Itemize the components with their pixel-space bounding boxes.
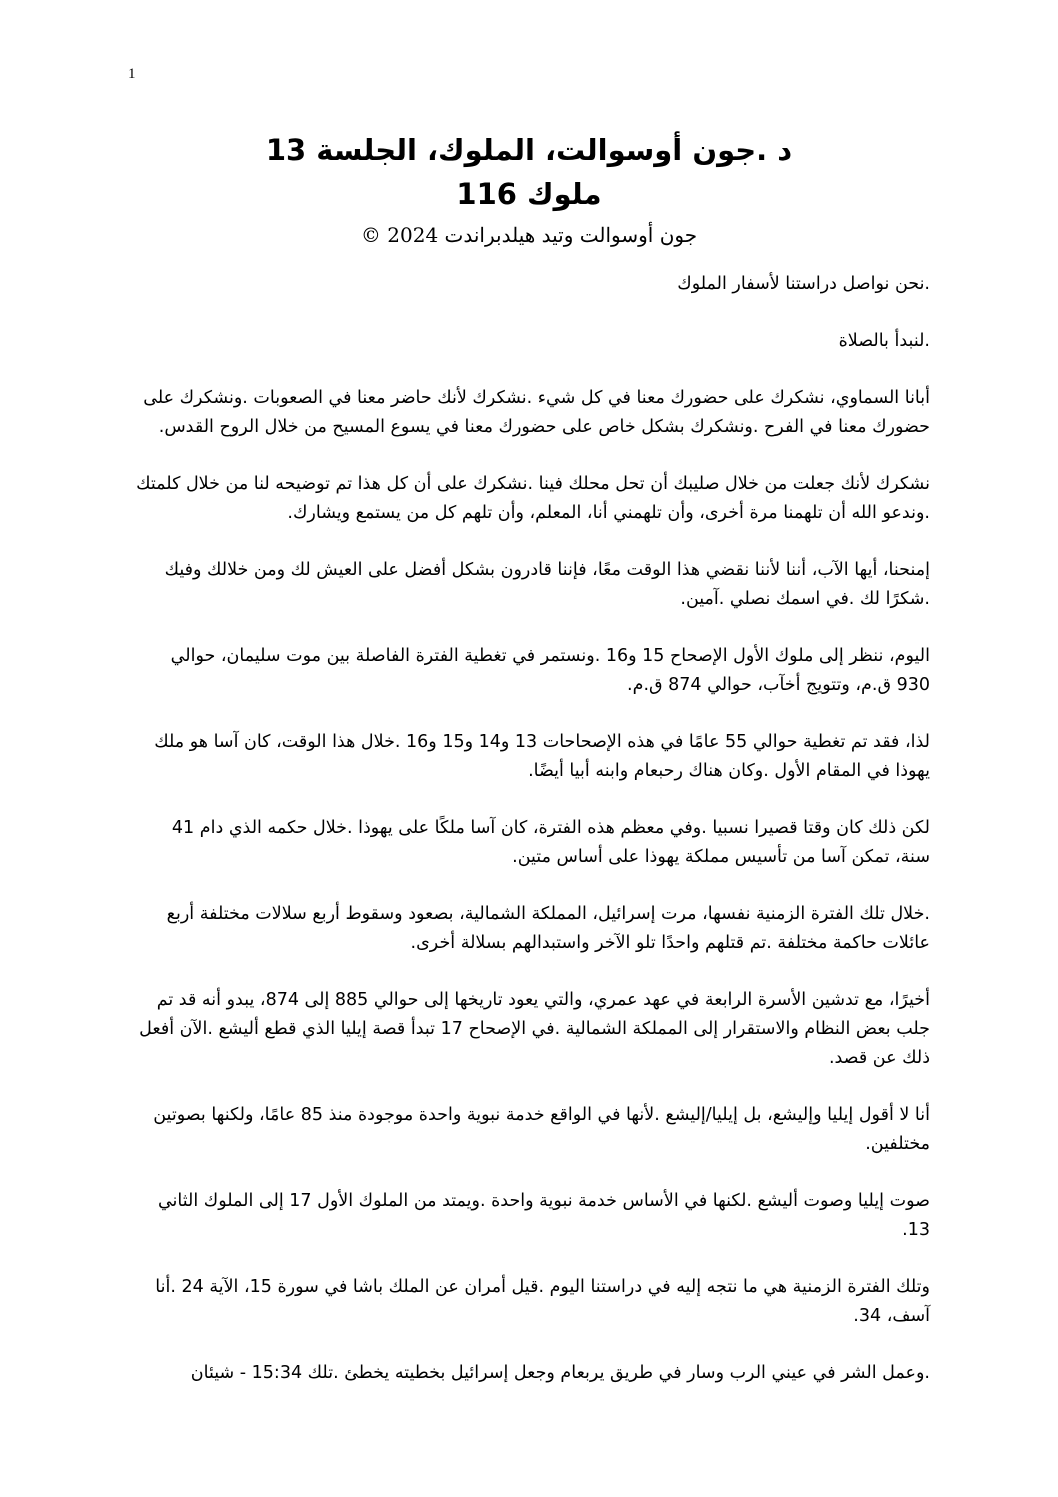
paragraph: وتلك الفترة الزمنية هي ما نتجه إليه في دراستنا اليوم .قيل أمران عن الملك باشا في سورة 15، الآية 24 .أنا آسف، 34. bbox=[155, 1277, 930, 1326]
paragraph: .لنبدأ بالصلاة bbox=[838, 331, 930, 351]
paragraph: لذا، فقد تم تغطية حوالي 55 عامًا في هذه الإصحاحات 13 و14 و15 و16 .خلال هذا الوقت، كان آسا هو ملك يهوذا في المقام الأول .وكان هناك رحبعام وابنه أبيا أيضًا. bbox=[154, 732, 930, 781]
paragraph: اليوم، ننظر إلى ملوك الأول الإصحاح 15 و16 .ونستمر في تغطية الفترة الفاصلة بين موت سليمان، حوالي 930 ق.م، وتتويج أخآب، حوالي 874 ق.م. bbox=[170, 646, 930, 695]
paragraph: .نحن نواصل دراستنا لأسفار الملوك bbox=[677, 274, 930, 294]
paragraph: صوت إيليا وصوت أليشع .لكنها في الأساس خدمة نبوية واحدة .ويمتد من الملوك الأول 17 إلى الملوك الثاني 13. bbox=[157, 1191, 930, 1240]
paragraph: .وعمل الشر في عيني الرب وسار في طريق يربعام وجعل إسرائيل بخطيته يخطئ .تلك 15:34 - شيئان bbox=[190, 1363, 930, 1383]
paragraph: أنا لا أقول إيليا وإليشع، بل إيليا/إليشع .لأنها في الواقع خدمة نبوية واحدة موجودة منذ 85 عامًا، ولكنها بصوتين مختلفين. bbox=[153, 1105, 930, 1154]
document-header bbox=[0, 128, 1058, 252]
copyright-notice: جون أوسوالت وتيد هيلدبراندت 2024 © bbox=[360, 223, 698, 247]
document-body bbox=[135, 270, 930, 1416]
page-number: 1 bbox=[128, 66, 136, 82]
paragraph: إمنحنا، أيها الآب، أننا لأننا نقضي هذا الوقت معًا، فإننا قادرون بشكل أفضل على العيش لك ومن خلالك وفيك .شكرًا لك .في اسمك نصلي .آمين. bbox=[164, 560, 930, 609]
paragraph: .خلال تلك الفترة الزمنية نفسها، مرت إسرائيل، المملكة الشمالية، بصعود وسقوط أربع سلالات مختلفة أربع عائلات حاكمة مختلفة .تم قتلهم واحدًا تلو الآخر واستبدالهم بسلالة أخرى. bbox=[166, 904, 930, 953]
paragraph: لكن ذلك كان وقتا قصيرا نسبيا .وفي معظم هذه الفترة، كان آسا ملكًا على يهوذا .خلال حكمه الذي دام 41 سنة، تمكن آسا من تأسيس مملكة يهوذا على أساس متين. bbox=[171, 818, 930, 867]
paragraph: أخيرًا، مع تدشين الأسرة الرابعة في عهد عمري، والتي يعود تاريخها إلى حوالي 885 إلى 874، يبدو أنه قد تم جلب بعض النظام والاستقرار إلى المملكة الشمالية .في الإصحاح 17 تبدأ قصة إيليا الذي قطع أليشع .الآن أفعل ذلك عن قصد. bbox=[139, 990, 930, 1068]
document-title-line-1: د .جون أوسوالت، الملوك، الجلسة 13 bbox=[265, 133, 793, 167]
paragraph: نشكرك لأنك جعلت من خلال صليبك أن تحل محلك فينا .نشكرك على أن كل هذا تم توضيحه لنا من خلال كلمتك .وندعو الله أن تلهمنا مرة أخرى، وأن تلهمني أنا، المعلم، وأن تلهم كل من يستمع ويشارك. bbox=[136, 474, 930, 523]
paragraph: أبانا السماوي، نشكرك على حضورك معنا في كل شيء .نشكرك لأنك حاضر معنا في الصعوبات .ونشكرك على حضورك معنا في الفرح .ونشكرك بشكل خاص على حضورك معنا في يسوع المسيح من خلال الروح القدس. bbox=[143, 388, 930, 437]
document-title-line-2: ملوك 116 bbox=[456, 177, 602, 211]
